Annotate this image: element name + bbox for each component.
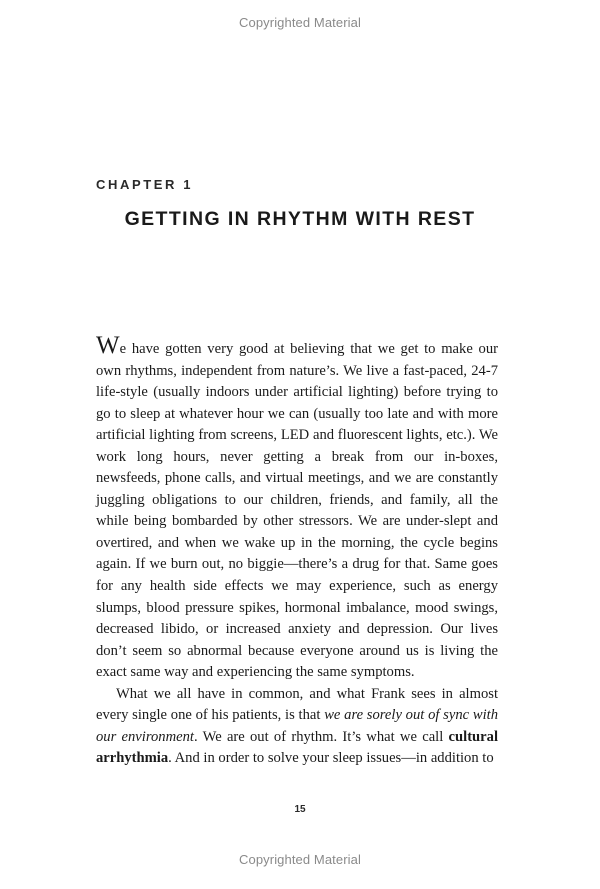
chapter-title: GETTING IN RHYTHM WITH REST	[124, 208, 476, 230]
paragraph-2-text-b: . We are out of rhythm. It’s what we call	[193, 728, 449, 745]
body-text	[96, 333, 498, 770]
drop-cap: W	[96, 332, 120, 359]
copyright-watermark-bottom: Copyrighted Material	[239, 852, 361, 867]
paragraph-1-text: e have gotten very good at believing that we get to make our own rhythms, independent from nature’s. We live a fast-paced, 24-7 life-style (usually indoors under artificial lighting) before trying to go to sleep at whatever hour we can (usually too late and with more artificial lighting from screens, LED and fluorescent lights, etc.). We work long hours, never getting a break from our in-boxes, newsfeeds, phone calls, and virtual meetings, and we are constantly juggling obligations to our children, friends, and family, all the while being bombarded by other stressors. We are under-slept and overtired, and when we wake up in the morning, the cycle begins again. If we burn out, no biggie—there’s a drug for that. Same goes for any health side effects we may experience, such as energy slumps, blood pressure spikes, hormonal imbalance, mood swings, decreased libido, or increased anxiety and depression. Our lives don’t seem so abnormal because everyone around us is living the exact same way and experiencing the same symptoms.	[96, 341, 498, 681]
paragraph-2	[96, 684, 498, 770]
paragraph-2-text-a: What we all have in common, and what Frank sees in almost every single one of his patients, is that	[96, 685, 498, 724]
paragraph-2-text-c: . And in order to solve your sleep issues—in addition to	[168, 750, 494, 767]
copyright-watermark-top: Copyrighted Material	[239, 15, 361, 30]
paragraph-2-term: cultural arrhythmia	[96, 728, 499, 767]
paragraph-1	[96, 333, 498, 684]
paragraph-2-emphasis: we are sorely out of sync with our environment	[96, 707, 498, 745]
chapter-label: CHAPTER 1	[96, 177, 194, 192]
page-number: 15	[294, 804, 306, 815]
